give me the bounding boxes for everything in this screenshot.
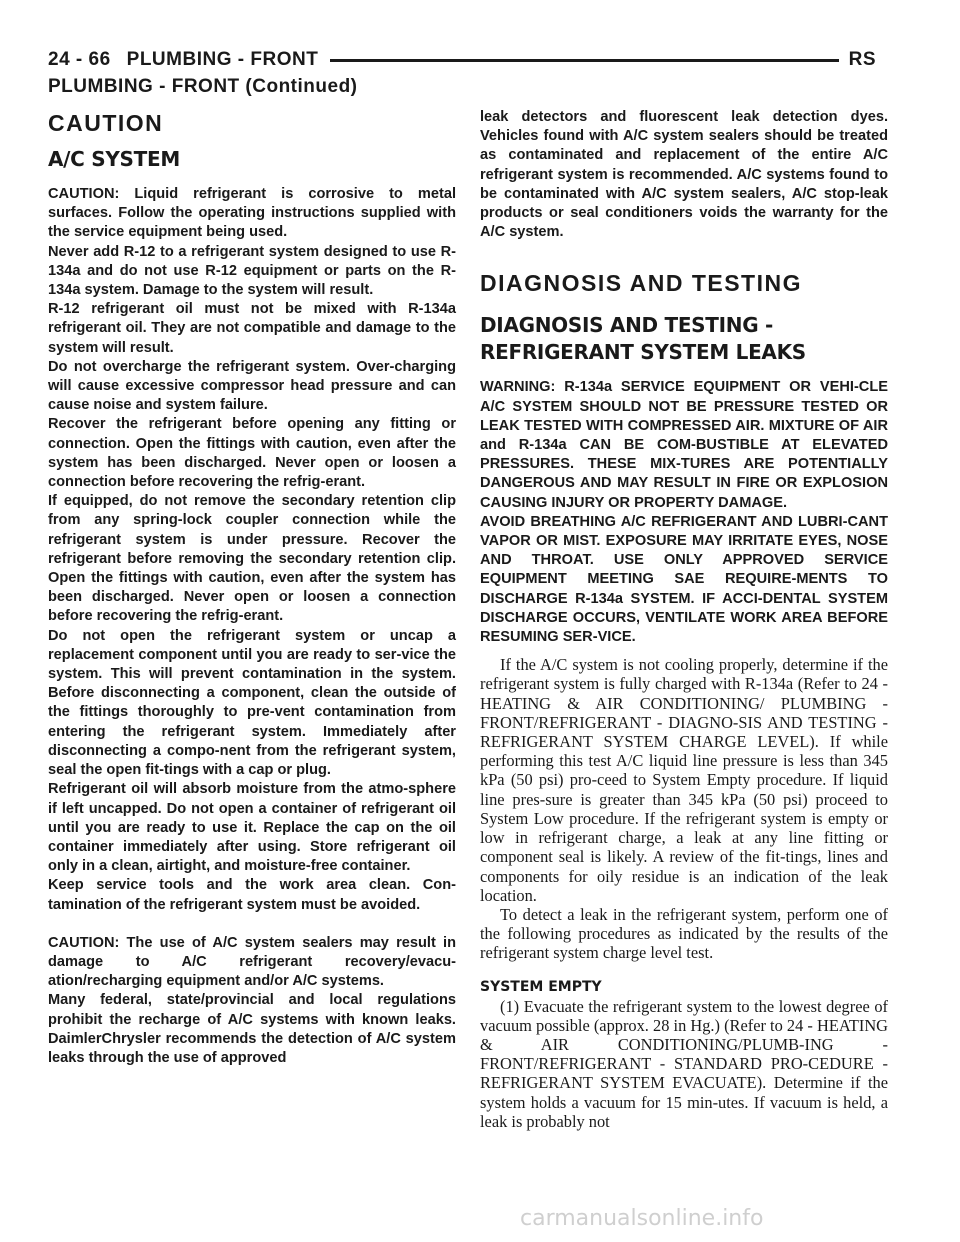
header-rule [330,59,838,62]
spacer [48,915,456,934]
diagnosis-heading: DIAGNOSIS AND TESTING [480,270,802,297]
spacer [480,647,888,655]
procedure-step: (1) Evacuate the refrigerant system to the lowest degree of vacuum possible (approx. 28 in Hg.) (Refer to 24 - HEATING & AIR CONDITIONING/PLUMB-ING - FRONT/REFRIGERANT - STANDARD PRO-CEDURE - REFRIGERANT SYSTEM EVACUATE). Determine if the system holds a vacuum for 15 min-utes. If vacuum is held, a leak is probably not [480,996,888,1131]
right-column [480,108,888,1131]
body-paragraph: To detect a leak in the refrigerant system, perform one of the following procedures as indicated by the results of the refrigerant system charge level test. [480,904,888,963]
left-column [48,108,456,1068]
page-number: 24 - 66 [48,49,111,70]
body-paragraph: If the A/C system is not cooling properly, determine if the refrigerant system is fully charged with R-134a (Refer to 24 - HEATING & AIR CONDITIONING/ PLUMBING - FRONT/REFRIGERANT - DIAGNO-SIS AND TESTING - REFRIGERANT SYSTEM CHARGE LEVEL). If while performing this test A/C liquid line pressure is less than 345 kPa (50 psi) pro-ceed to System Empty procedure. If liquid line pres-sure is greater than 345 kPa (50 psi) proceed to System Low procedure. If the refrigerant system is empty or low in refrigerant charge, a leak at any line fitting or component seal is likely. A review of the fit-tings, lines and components for oily residue is an indication of the leak location. [480,655,888,905]
caution-paragraph: Do not open the refrigerant system or uncap a replacement component until you are ready to ser-vice the system. This will prevent contamination in the system. Before disconnecting a component, clean the outside of the fittings thoroughly to pre-vent contamination from entering the refrigerant system. Immediately after disconnecting a compo-nent from the refrigerant system, seal the open fit-tings with a cap or plug. [48,627,456,779]
warning-paragraph: AVOID BREATHING A/C REFRIGERANT AND LUBRI-CANT VAPOR OR MIST. EXPOSURE MAY IRRITATE EYES, NOSE AND THROAT. USE ONLY APPROVED SERVICE EQUIPMENT MEETING SAE REQUIRE-MENTS TO DISCHARGE R-134a SYSTEM. IF ACCI-DENTAL SYSTEM DISCHARGE OCCURS, VENTILATE WORK AREA BEFORE RESUMING SER-VICE. [480,513,888,646]
section-title: PLUMBING - FRONT [126,49,319,70]
caution-heading: CAUTION [48,110,164,136]
sealer-caution-continued: leak detectors and fluorescent leak detection dyes. Vehicles found with A/C system sealers should be treated as contaminated and replacement of the entire A/C refrigerant system is recommended. A/C systems found to be contaminated with A/C system sealers, A/C stop-leak products or seal conditioners voids the warranty for the A/C system. [480,109,888,241]
leaks-subheading: DIAGNOSIS AND TESTING - REFRIGERANT SYSTEM LEAKS [480,313,806,365]
sealer-caution-paragraph: CAUTION: The use of A/C system sealers may result in damage to A/C refrigerant recovery/evacu-ation/recharging equipment and/or A/C systems. [48,934,456,990]
page-header [48,46,876,74]
system-empty-heading: SYSTEM EMPTY [480,978,602,995]
watermark: carmanualsonline.info [520,1206,764,1231]
caution-paragraph: Keep service tools and the work area clean. Con-tamination of the refrigerant system must be avoided. [48,877,456,913]
spacer [480,242,888,268]
caution-paragraph: If equipped, do not remove the secondary retention clip from any spring-lock coupler connection while the refrigerant system is under pressure. Recover the refrigerant before removing the secondary retention clip. Open the fittings with caution, even after the system has been discharged. Never open or loosen a connection before recovering the refrig-erant. [48,493,456,625]
model-code: RS [848,49,876,70]
caution-paragraph: Recover the refrigerant before opening any fitting or connection. Open the fittings with caution, even after the system has been discharged. Never open or loosen a connection before recovering the refrig-erant. [48,416,456,491]
warning-paragraph: WARNING: R-134a SERVICE EQUIPMENT OR VEHI-CLE A/C SYSTEM SHOULD NOT BE PRESSURE TESTED OR LEAK TESTED WITH COMPRESSED AIR. MIXTURE OF AIR and R-134a CAN BE COM-BUSTIBLE AT ELEVATED PRESSURES. THESE MIX-TURES ARE POTENTIALLY DANGEROUS AND MAY RESULT IN FIRE OR EXPLOSION CAUSING INJURY OR PROPERTY DAMAGE. [480,379,888,511]
ac-system-heading: A/C SYSTEM [48,147,180,171]
caution-paragraph: Refrigerant oil will absorb moisture from the atmo-sphere if left uncapped. Do not open a container of refrigerant oil until you are ready to use it. Replace the cap on the oil container immediately after using. Store refrigerant oil only in a clean, airtight, and moisture-free container. [48,781,456,875]
caution-paragraph: R-12 refrigerant oil must not be mixed with R-134a refrigerant oil. They are not compatible and damage to the system will result. [48,301,456,356]
sealer-caution-paragraph: Many federal, state/provincial and local regulations prohibit the recharge of A/C systems with known leaks. DaimlerChrysler recommends the detection of A/C system leaks through the use of approved [48,992,456,1066]
caution-paragraph: Never add R-12 to a refrigerant system designed to use R-134a and do not use R-12 equipment or parts on the R-134a system. Damage to the system will result. [48,243,456,299]
continued-header: PLUMBING - FRONT (Continued) [48,76,358,97]
caution-paragraph: CAUTION: Liquid refrigerant is corrosive to metal surfaces. Follow the operating instructions supplied with the service equipment being used. [48,186,456,241]
caution-paragraph: Do not overcharge the refrigerant system. Over-charging will cause excessive compressor head pressure and can cause noise and system failure. [48,358,456,414]
